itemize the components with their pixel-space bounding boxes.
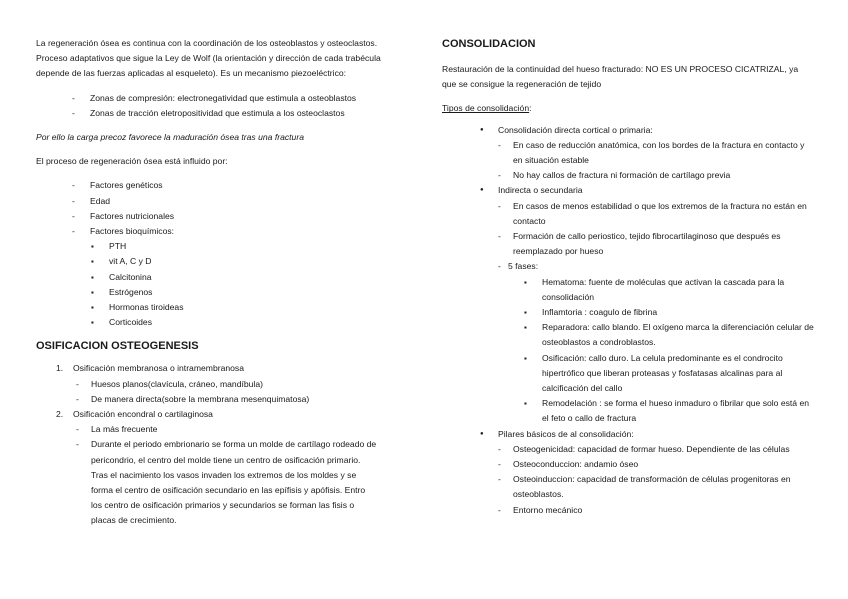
item-title: Osificación encondral o cartilaginosa (73, 409, 213, 420)
sub-list (442, 199, 814, 427)
list-item: ▪ Osificación: callo duro. La celula predominante es el condrocito hipertrófico que liberan proteasas y fosfatasas alcalinas para al calcificación del callo (442, 351, 814, 397)
list-item (36, 361, 408, 407)
list-item (36, 407, 408, 529)
list-item: ▪ Inflamtoria : coagulo de fibrina (442, 305, 814, 320)
list-item: - En caso de reducción anatómica, con los bordes de la fractura en contacto y en situación estable (442, 138, 814, 168)
list-item: - Zonas de tracción eletropositividad que estimula a los osteoclastos (36, 106, 408, 121)
zonas-list (36, 91, 408, 121)
list-item: - De manera directa(sobre la membrana mesenquimatosa) (36, 392, 408, 407)
list-item: - Edad (36, 194, 408, 209)
list-item: - Formación de callo periostico, tejido fibrocartilaginoso que después es reemplazado por hueso (442, 229, 814, 259)
list-item: - Osteogenicidad: capacidad de formar hueso. Dependiente de las células (442, 442, 814, 457)
list-item (442, 183, 814, 426)
right-column (442, 36, 814, 518)
bioquimicos-list (36, 239, 408, 330)
intro-paragraph: La regeneración ósea es continua con la coordinación de los osteoblastos y osteoclastos. Proceso adaptativos que sigue la Ley de Wolf (la orientación y dirección de cada trabécula depende de las fuerzas aplicadas al esqueleto). Es un mecanismo piezoeléctrico: (36, 38, 381, 79)
list-item: - Entorno mecánico (442, 503, 814, 518)
list-item (442, 123, 814, 184)
italic-note: Por ello la carga precoz favorece la maduración ósea tras una fractura (36, 132, 304, 143)
list-item (442, 427, 814, 518)
fases-list (442, 275, 814, 427)
list-item: - Factores genéticos (36, 178, 408, 193)
list-item: - En casos de menos estabilidad o que los extremos de la fractura no están en contacto (442, 199, 814, 229)
list-item: - No hay callos de fractura ni formación de cartílago previa (442, 168, 814, 183)
list-item: ▪ vit A, C y D (36, 254, 408, 269)
list-item: - Osteoconduccion: andamio óseo (442, 457, 814, 472)
factores-list (36, 178, 408, 239)
list-item: ▪ Corticoides (36, 315, 408, 330)
list-item: ▪ Remodelación : se forma el hueso inmaduro o fibrilar que solo está en el feto o callo de fractura (442, 396, 814, 426)
section-heading: OSIFICACION OSTEOGENESIS (36, 340, 199, 353)
factors-intro: El proceso de regeneración ósea está influido por: (36, 156, 228, 167)
tipos-colon: : (529, 103, 532, 114)
item-title: Indirecta o secundaria (498, 185, 583, 196)
item-number: 1. (56, 363, 64, 374)
list-item: ▪ Estrógenos (36, 285, 408, 300)
list-item: - Huesos planos(clavícula, cráneo, mandíbula) (36, 377, 408, 392)
sub-list (36, 422, 408, 528)
item-number: 2. (56, 409, 64, 420)
list-item: ▪ Hematoma: fuente de moléculas que activan la cascada para la consolidación (442, 275, 814, 305)
tipos-label: Tipos de consolidación (442, 103, 530, 114)
item-title: Pilares básicos de al consolidación: (498, 428, 634, 439)
sub-list (36, 377, 408, 407)
list-item: - Durante el periodo embrionario se forma un molde de cartílago rodeado de pericondrio, el centro del molde tiene un centro de osificación primario. Tras el nacimiento los vasos invaden los extremos de los moldes y se forma el centro de osificación secundario en las epífisis y apófisis. Entro los centro de osificación primarios y secundarios se forman las fisis o placas de crecimiento. (36, 437, 408, 528)
list-item: - Zonas de compresión: electronegatividad que estimula a osteoblastos (36, 91, 408, 106)
item-title: Consolidación directa cortical o primaria: (498, 124, 653, 135)
sub-list (442, 138, 814, 184)
list-item: - La más frecuente (36, 422, 408, 437)
fases-label: 5 fases: (508, 261, 539, 272)
list-item (442, 259, 814, 426)
tipos-list (442, 123, 814, 518)
tipos-heading (442, 101, 814, 116)
consolidacion-paragraph: Restauración de la continuidad del hueso fracturado: NO ES UN PROCESO CICATRIZAL, ya que se consigue la regeneración de tejido (442, 64, 799, 90)
list-item: - Factores nutricionales (36, 209, 408, 224)
list-item: - Factores bioquímicos: (36, 224, 408, 239)
list-item: ▪ Hormonas tiroideas (36, 300, 408, 315)
osificacion-list (36, 361, 408, 528)
list-item: ▪ Reparadora: callo blando. El oxígeno marca la diferenciación celular de osteoblastos a condroblastos. (442, 320, 814, 350)
left-column (36, 36, 408, 529)
list-item: ▪ PTH (36, 239, 408, 254)
section-heading: CONSOLIDACION (442, 38, 536, 50)
list-item: - Osteoinduccion: capacidad de transformación de células progenitoras en osteoblastos. (442, 472, 814, 502)
sub-list (442, 442, 814, 518)
item-title: Osificación membranosa o intramembranosa (73, 363, 244, 374)
list-item: ▪ Calcitonina (36, 270, 408, 285)
